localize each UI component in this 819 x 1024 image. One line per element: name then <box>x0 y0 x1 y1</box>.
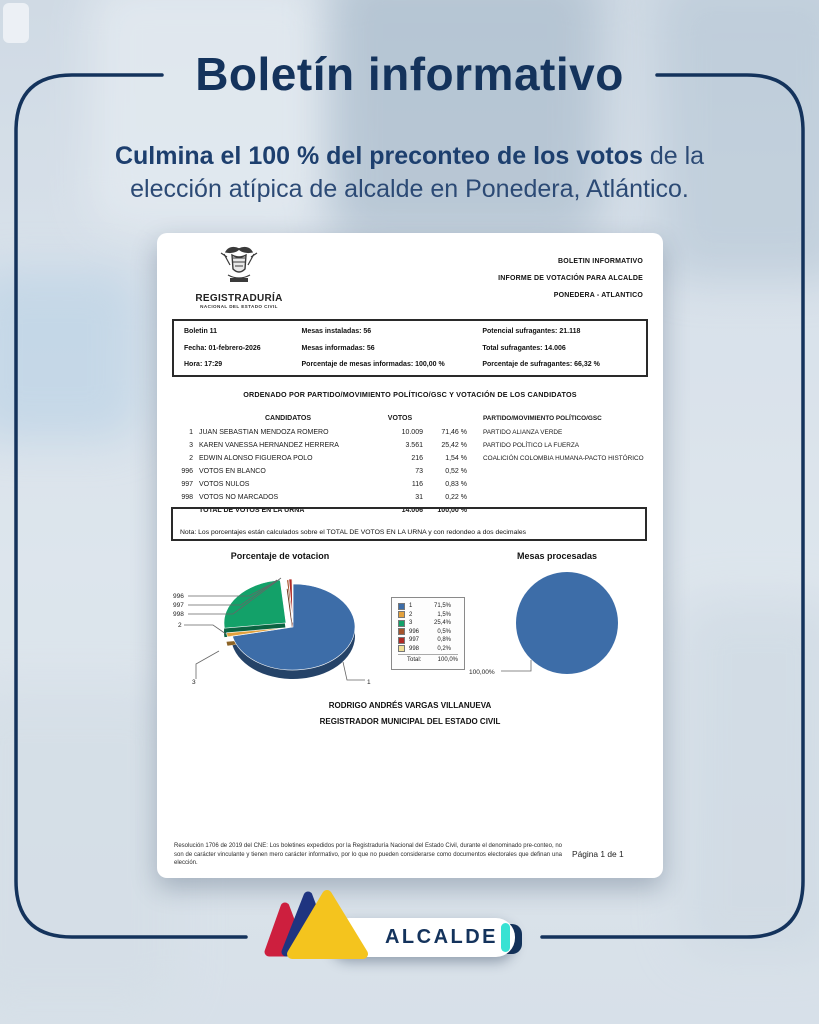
bulletin-time: Hora: 17:29 <box>184 361 223 368</box>
voters-pct: Porcentaje de sufragantes: 66,32 % <box>482 361 600 368</box>
document-footer <box>174 842 649 868</box>
legend-value: 1,5% <box>437 611 451 618</box>
legend-row <box>398 619 458 628</box>
table-row: 997 VOTOS NULOS 116 0,83 % <box>181 481 467 488</box>
tables-reported-pct: Porcentaje de mesas informadas: 100,00 % <box>301 361 445 368</box>
pie-slice-label: 3 <box>192 679 196 686</box>
org-name: REGISTRADURÍA <box>195 293 283 304</box>
page-subtitle <box>0 140 819 206</box>
pie-legend <box>391 597 465 670</box>
signature-block <box>157 701 663 726</box>
info-column <box>184 328 302 368</box>
header-candidates: CANDIDATOS <box>264 415 312 422</box>
bulletin-document <box>157 233 663 878</box>
info-column <box>302 328 483 368</box>
pie-callout-label: 100,00% <box>469 669 495 676</box>
document-header <box>179 245 643 309</box>
legend-name: 1 <box>409 603 413 610</box>
legend-value: 71,5% <box>433 603 451 610</box>
total-pct: 100,00 % <box>437 507 467 514</box>
header-party: PARTIDO/MOVIMIENTO POLÍTICO/GSC <box>483 415 602 422</box>
legend-value: 0,8% <box>437 637 451 644</box>
org-subtitle: NACIONAL DEL ESTADO CIVIL <box>200 304 278 309</box>
candidates-table <box>171 411 647 517</box>
legend-value: 25,4% <box>433 620 451 627</box>
tables-installed: Mesas instaladas: 56 <box>301 328 372 335</box>
pie-slice-label: 997 <box>173 602 184 609</box>
table-row: 2 EDWIN ALONSO FIGUEROA POLO 216 1,54 % COALICIÓN COLOMBIA HUMANA-PACTO HISTÓRICO <box>189 455 644 462</box>
subtitle-bold: Culmina el 100 % del preconteo de los votos <box>114 142 643 170</box>
legend-row <box>398 636 458 645</box>
header-votes: VOTOS <box>387 415 413 422</box>
pie-slice-label: 2 <box>178 622 182 629</box>
doc-title-line: INFORME DE VOTACIÓN PARA ALCALDE <box>498 275 643 282</box>
coat-of-arms-icon <box>212 245 266 287</box>
legend-name: 996 <box>409 628 420 635</box>
tables-processed-chart-title: Mesas procesadas <box>516 551 598 561</box>
table-row: 3 KAREN VANESSA HERNANDEZ HERRERA 3.561 25,42 % PARTIDO POLÍTICO LA FUERZA <box>189 442 579 449</box>
legend-swatch <box>398 628 405 635</box>
badge-label: ALCALDE <box>384 926 499 948</box>
total-voters: Total sufragantes: 14.006 <box>482 344 566 352</box>
vote-share-chart <box>171 551 389 700</box>
subtitle-rest: de la <box>642 142 705 170</box>
bulletin-date: Fecha: 01-febrero-2026 <box>184 344 261 352</box>
pie-slice-label: 998 <box>173 611 184 618</box>
note-text: Nota: Los porcentajes están calculados sobre el TOTAL DE VOTOS EN LA URNA y con redondeo a dos decimales <box>180 529 527 536</box>
potential-voters: Potencial sufragantes: 21.118 <box>482 328 581 335</box>
subtitle-line2: elección atípica de alcalde en Ponedera, Atlántico. <box>130 175 689 203</box>
legend-name: 2 <box>409 611 413 618</box>
page-number: Página 1 de 1 <box>572 849 624 860</box>
legend-row <box>398 628 458 637</box>
legend-swatch <box>398 645 405 652</box>
vote-share-chart-title: Porcentaje de votacion <box>230 551 330 561</box>
legend-swatch <box>398 620 405 627</box>
table-header-row <box>171 411 647 426</box>
table-row: 998 VOTOS NO MARCADOS 31 0,22 % <box>181 494 467 501</box>
legend-name: 998 <box>409 645 420 652</box>
mountains-logo-icon <box>262 886 377 964</box>
total-label: TOTAL DE VOTOS EN LA URNA <box>199 507 305 514</box>
table-row: 1 JUAN SEBASTIAN MENDOZA ROMERO 10.009 71,46 % PARTIDO ALIANZA VERDE <box>189 429 563 436</box>
table-row: 996 VOTOS EN BLANCO 73 0,52 % <box>181 468 467 475</box>
legend-swatch <box>398 603 405 610</box>
legend-row <box>398 645 458 654</box>
charts-row <box>171 551 653 700</box>
legend-value: 0,2% <box>437 645 451 652</box>
info-column <box>482 328 636 368</box>
page-title: Boletín informativo <box>195 48 624 100</box>
legend-name: 997 <box>409 637 420 644</box>
registraduria-logo-block <box>179 245 299 309</box>
legend-row <box>398 611 458 620</box>
legend-swatch <box>398 611 405 618</box>
tables-reported: Mesas informadas: 56 <box>301 344 375 352</box>
document-title-block <box>498 253 643 309</box>
legend-swatch <box>398 637 405 644</box>
doc-title-line: BOLETIN INFORMATIVO <box>558 258 643 265</box>
vote-share-pie-chart <box>171 563 389 695</box>
registrar-title: REGISTRADOR MUNICIPAL DEL ESTADO CIVIL <box>319 717 501 726</box>
note-box <box>171 507 647 541</box>
legend-name: 3 <box>409 620 413 627</box>
tables-processed-pie-chart <box>467 563 647 695</box>
doc-title-line: PONEDERA - ATLANTICO <box>553 292 643 299</box>
summary-info-box <box>172 319 648 377</box>
tables-processed-chart <box>467 551 647 700</box>
results-section-title: ORDENADO POR PARTIDO/MOVIMIENTO POLÍTICO/GSC Y VOTACIÓN DE LOS CANDIDATOS <box>243 390 577 399</box>
legend-value: 0,5% <box>437 628 451 635</box>
total-votes: 14.006 <box>401 507 423 514</box>
pie-slice-label: 996 <box>173 593 184 600</box>
legend-total-row: Total: 100,0% <box>398 654 458 665</box>
legend-row <box>398 602 458 611</box>
registrar-name: RODRIGO ANDRÉS VARGAS VILLANUEVA <box>328 701 492 710</box>
badge-accent-bar <box>501 923 510 952</box>
bulletin-number: Boletin 11 <box>184 328 218 335</box>
pie-slice-label: 1 <box>367 679 371 686</box>
legal-disclaimer: Resolución 1706 de 2019 del CNE: Los boletines expedidos por la Registraduría Nacional del Estado Civil, durante el denominado pre-conteo, no son de carácter vinculante y tienen mero carácter informativo, por lo que no pueden considerarse como documentos electorales que definan una elección. <box>174 843 562 867</box>
